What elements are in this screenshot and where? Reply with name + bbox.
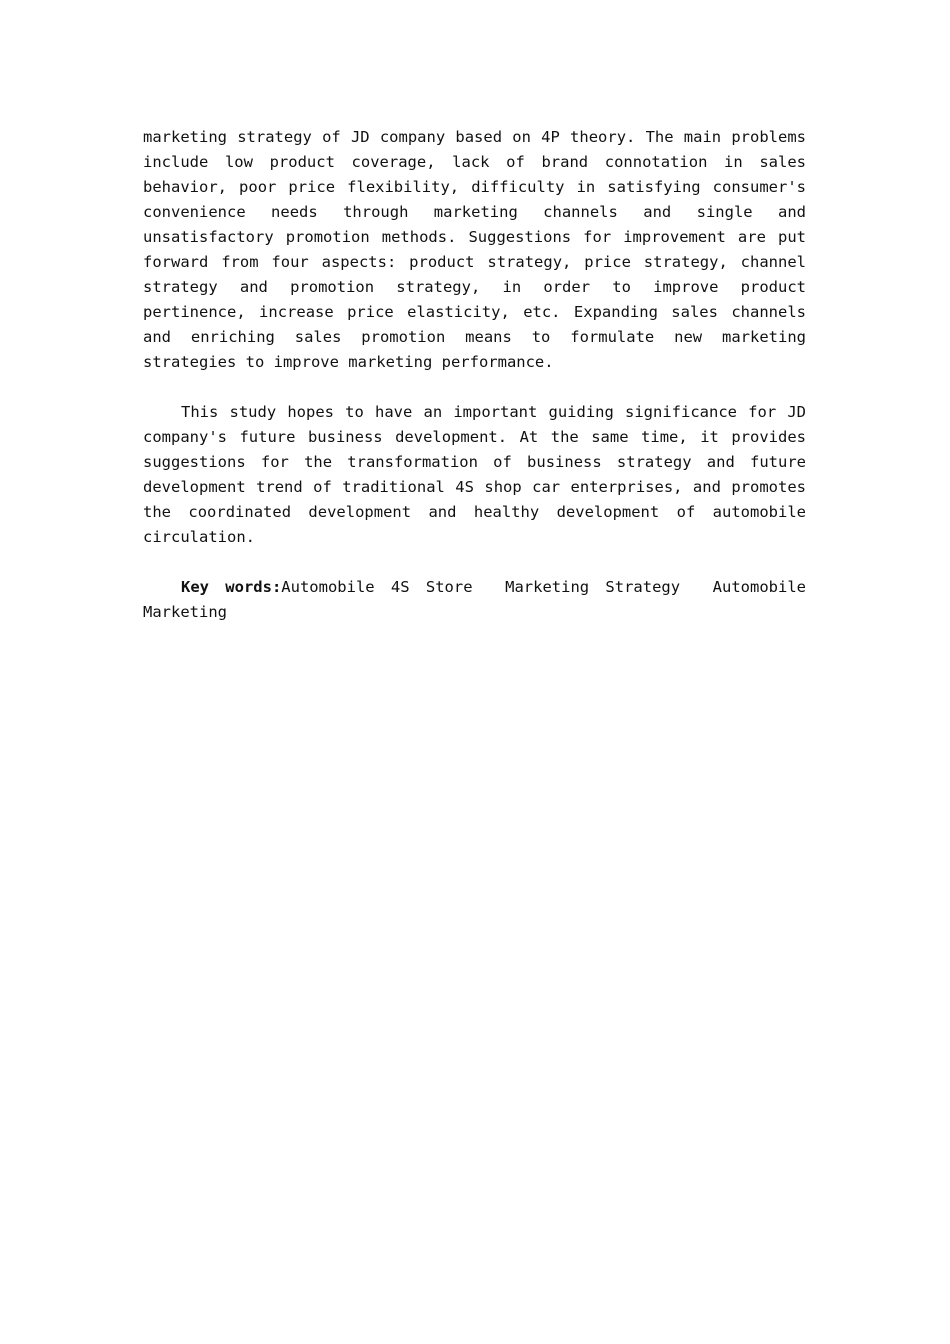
keywords-line: [143, 575, 816, 625]
abstract-paragraph-continued: marketing strategy of JD company based on 4P theory. The main problems include low product coverage, lack of brand connotation in sales behavior, poor price flexibility, difficulty in satisfying consumer's convenience needs through marketing channels and single and unsatisfactory promotion methods. Suggestions for improvement are put forward from four aspects: product strategy, price strategy, channel strategy and promotion strategy, in order to improve product pertinence, increase price elasticity, etc. Expanding sales channels and enriching sales promotion means to formulate new marketing strategies to improve marketing performance.: [143, 128, 806, 371]
abstract-body: [143, 125, 816, 650]
keywords-text: Automobile 4S Store Marketing Strategy Automobile Marketing: [143, 578, 816, 621]
keywords-label: Key words:: [181, 578, 282, 596]
abstract-paragraph-significance: This study hopes to have an important guiding significance for JD company's future business development. At the same time, it provides suggestions for the transformation of business strategy and future development trend of traditional 4S shop car enterprises, and promotes the coordinated development and healthy development of automobile circulation.: [143, 403, 806, 546]
